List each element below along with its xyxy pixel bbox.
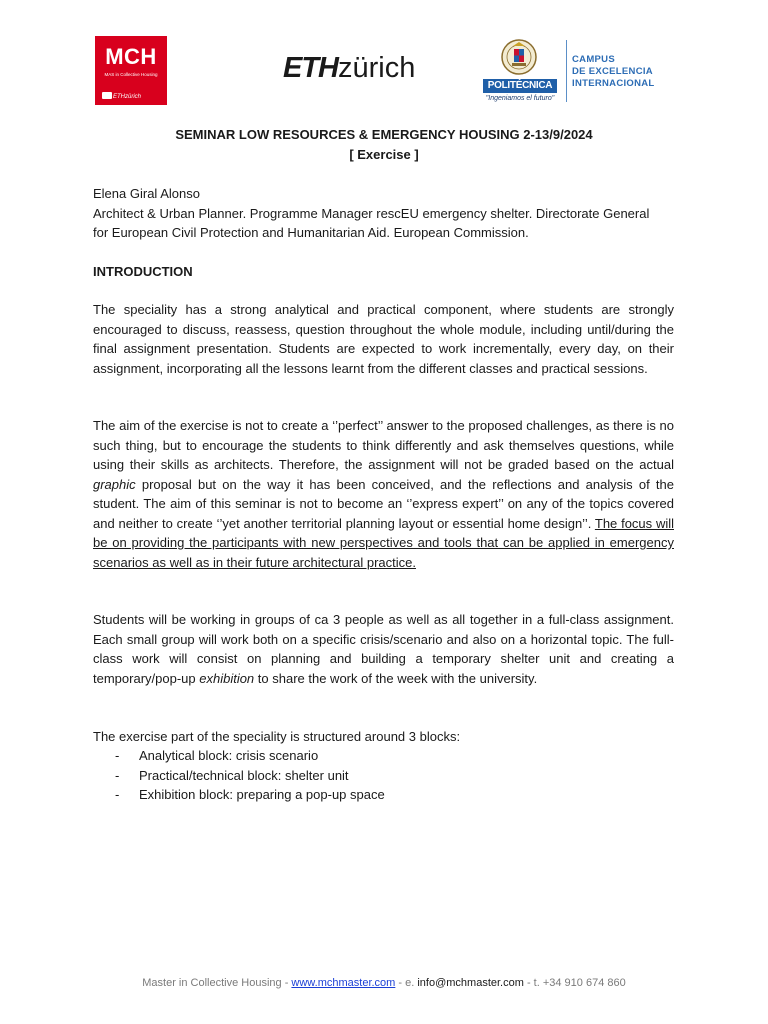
paragraph-2-text-a: The aim of the exercise is not to create a ‘’perfect’’ answer to the proposed challenges, as there is no such thing, but to encourage the students to think differently and ask themselves questions, while using their skills as architects. Therefore, the assignment will not be graded based on the actual xyxy=(93,418,674,472)
footer-prefix: Master in Collective Housing - xyxy=(142,977,292,989)
campus-line-1: CAMPUS xyxy=(572,54,615,65)
paragraph-3 xyxy=(93,610,674,688)
mch-logo xyxy=(95,36,167,105)
footer-phone: - t. +34 910 674 860 xyxy=(523,977,626,989)
upm-motto: "Ingeniamos el futuro" xyxy=(485,95,555,102)
document-title: SEMINAR LOW RESOURCES & EMERGENCY HOUSING 2-13/9/2024 xyxy=(175,127,593,142)
paragraph-2-underlined: The focus will be on providing the participants with new perspectives and tools that can be applied in emergency scenarios as well as in their future architectural practice. xyxy=(93,515,674,570)
eth-zurich-logo xyxy=(283,52,415,85)
list-bullet: - xyxy=(115,787,120,802)
upm-crest-icon xyxy=(500,38,538,76)
paragraph-1: The speciality has a strong analytical and practical component, where students are strongly encouraged to discuss, reassess, question throughout the whole module, including until/during the final assignment presentation. Students are expected to work incrementally, every day, on their assignment, incorporating all the lessons learnt from the different classes and practical sessions. xyxy=(93,302,674,376)
mch-logo-eth-text: ETHzürich xyxy=(113,94,142,100)
author-role-line-1: Architect & Urban Planner. Programme Manager rescEU emergency shelter. Directorate General xyxy=(93,206,650,221)
eth-logo-rest: zürich xyxy=(338,52,416,84)
campus-line-2: DE EXCELENCIA xyxy=(572,66,653,77)
footer-email-prefix: - e. xyxy=(395,977,418,989)
mini-crest-icon xyxy=(102,92,112,99)
paragraph-2 xyxy=(93,416,674,572)
author-role-line-2: for European Civil Protection and Humanitarian Aid. European Commission. xyxy=(93,225,529,240)
paragraph-2-text-b: proposal but on the way it has been conceived, and the reflections and analysis of the student. The aim of this seminar is not to become an ‘’express expert’’ on any of the topics covered and neither to create ‘’yet another territorial planning layout or essential home design’’. xyxy=(93,476,674,531)
list-item-text: Analytical block: crisis scenario xyxy=(139,748,319,763)
page-footer xyxy=(0,977,768,989)
eth-logo-bold: ETH xyxy=(283,52,338,84)
campus-line-3: INTERNACIONAL xyxy=(572,78,655,89)
paragraph-3-text-b: to share the work of the week with the university. xyxy=(254,670,538,686)
list-bullet: - xyxy=(115,767,120,783)
campus-divider xyxy=(566,40,567,102)
paragraph-3-text-a: Students will be working in groups of ca 3 people as well as all together in a full-class assignment. Each small group will work both on a specific crisis/scenario and also on a horizontal topic. The full-class work will consist on planning and building a temporary shelter unit and creating a temporary/pop-up xyxy=(93,612,674,686)
mch-logo-subtitle: MAS in Collective Housing xyxy=(104,72,158,77)
document-subtitle: [ Exercise ] xyxy=(349,147,419,162)
section-heading-introduction: INTRODUCTION xyxy=(93,264,193,279)
list-item-text: Practical/technical block: shelter unit xyxy=(139,767,349,783)
list-item-text: Exhibition block: preparing a pop-up space xyxy=(139,787,385,802)
upm-logo xyxy=(480,38,560,108)
paragraph-2-italic: graphic xyxy=(93,476,136,492)
campus-excelencia-logo xyxy=(572,54,655,90)
footer-website-link[interactable]: www.mchmaster.com xyxy=(291,977,396,989)
author-name: Elena Giral Alonso xyxy=(93,186,200,201)
upm-banner: POLITÉCNICA xyxy=(483,79,557,93)
list-bullet: - xyxy=(115,748,120,763)
footer-email[interactable]: info@mchmaster.com xyxy=(417,977,524,989)
paragraph-3-italic: exhibition xyxy=(199,670,255,686)
paragraph-4: The exercise part of the speciality is structured around 3 blocks: xyxy=(93,729,461,744)
mch-logo-text: MCH xyxy=(105,44,157,69)
